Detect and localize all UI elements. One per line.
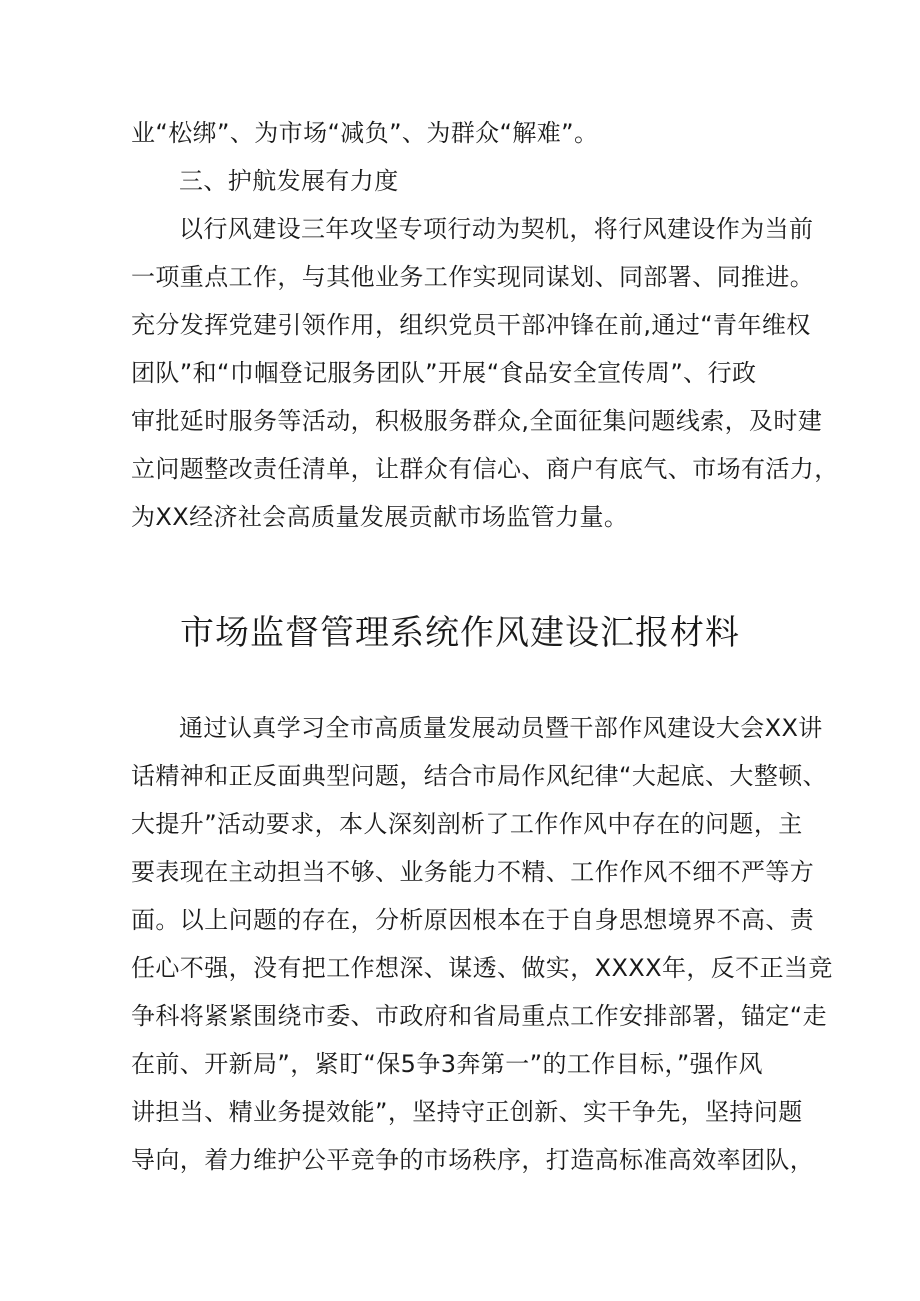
paragraph-tail-line: 业“松绑”、为市场“减负”、为群众“解难”。 [131,119,599,147]
paragraph-line: 导向，着力维护公平竞争的市场秩序，打造高标准高效率团队， [131,1146,815,1174]
paragraph-line: 团队”和“巾帼登记服务团队”开展“食品安全宣传周”、行政 [131,359,757,387]
section-heading: 三、护航发展有力度 [179,167,399,195]
paragraph-line: 任心不强，没有把工作想深、谋透、做实，XXXX年，反不正当竞 [131,954,833,982]
paragraph-line: 充分发挥党建引领作用，组织党员干部冲锋在前,通过“青年维权 [131,311,811,339]
paragraph-line: 一项重点工作，与其他业务工作实现同谋划、同部署、同推进。 [131,263,815,291]
paragraph-line: 在前、开新局”，紧盯“保5争3奔第一”的工作目标，”强作风 [131,1050,763,1078]
document-title: 市场监督管理系统作风建设汇报材料 [180,613,740,653]
paragraph-line: 话精神和正反面典型问题，结合市局作风纪律“大起底、大整顿、 [131,762,828,790]
paragraph-line: 立问题整改责任清单，让群众有信心、商户有底气、市场有活力， [131,455,839,483]
paragraph-line: 面。以上问题的存在，分析原因根本在于自身思想境界不高、责 [131,906,815,934]
paragraph-line: 讲担当、精业务提效能”，坚持守正创新、实干争先，坚持问题 [131,1098,803,1126]
paragraph-line: 审批延时服务等活动，积极服务群众,全面征集问题线索，及时建 [131,407,823,435]
paragraph-line: 争科将紧紧围绕市委、市政府和省局重点工作安排部署，锚定“走 [131,1002,828,1030]
paragraph-line: 为XX经济社会高质量发展贡献市场监管力量。 [131,503,629,531]
paragraph-line: 以行风建设三年攻坚专项行动为契机，将行风建设作为当前 [179,215,814,243]
paragraph-line: 大提升”活动要求，本人深刻剖析了工作作风中存在的问题，主 [131,810,803,838]
paragraph-line: 通过认真学习全市高质量发展动员暨干部作风建设大会XX讲 [179,714,823,742]
paragraph-line: 要表现在主动担当不够、业务能力不精、工作作风不细不严等方 [131,858,815,886]
